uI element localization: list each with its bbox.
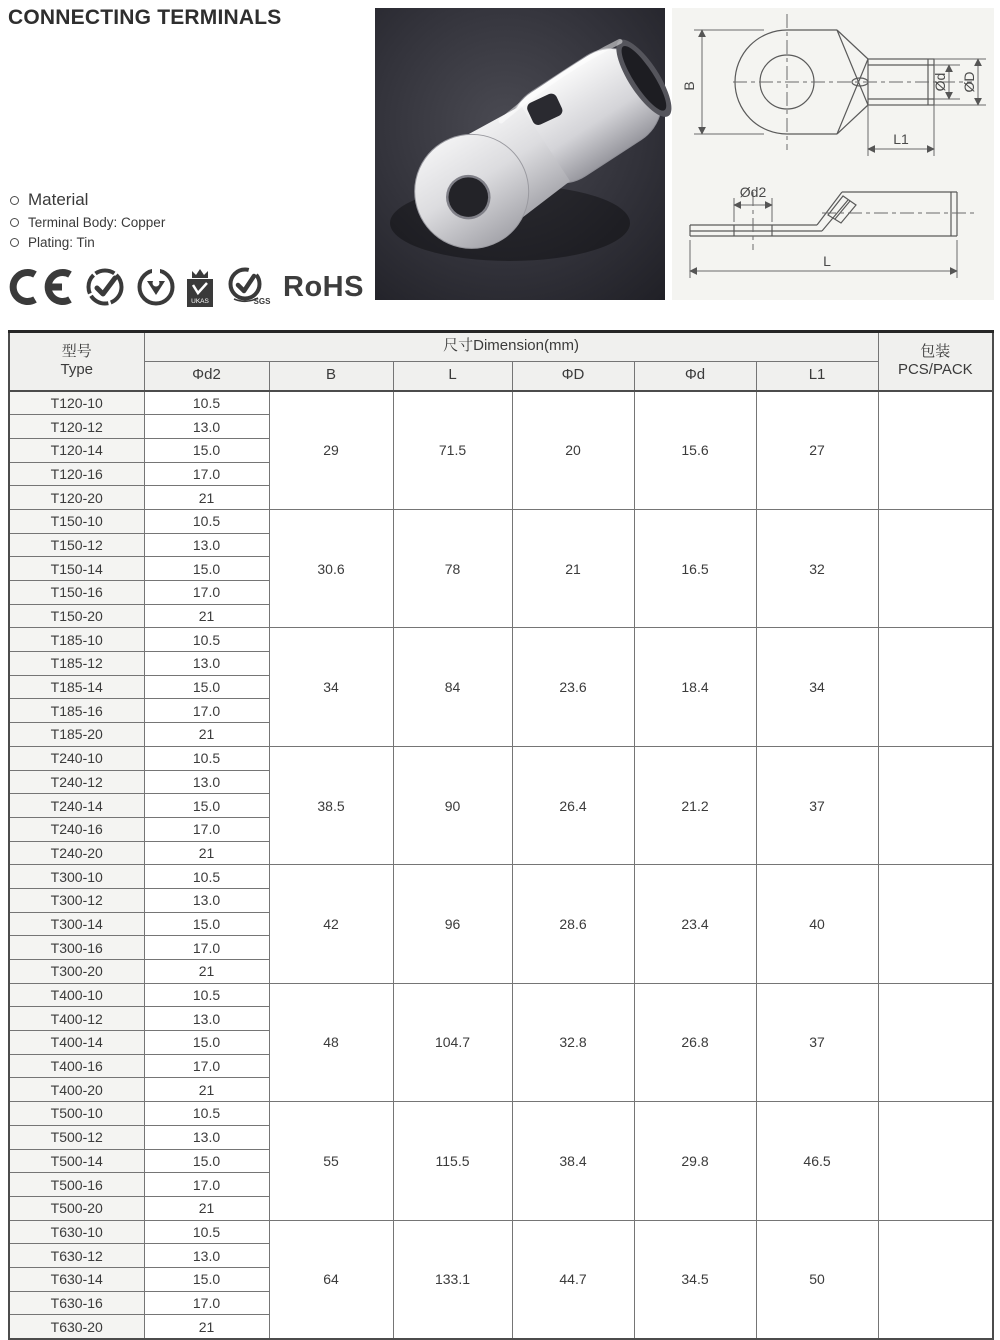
material-item-row: [10, 215, 165, 230]
table-row: [9, 391, 993, 415]
phid-cell: 34.5: [634, 1220, 756, 1339]
L1-cell: 50: [756, 1220, 878, 1339]
type-cell: T630-16: [9, 1291, 144, 1315]
phiD-cell: 28.6: [512, 865, 634, 983]
phid2-cell: 13.0: [144, 770, 269, 794]
phid-cell: 29.8: [634, 1102, 756, 1220]
phid2-cell: 21: [144, 1196, 269, 1220]
L-cell: 84: [393, 628, 512, 746]
dim-label-L1: L1: [893, 131, 909, 147]
type-cell: T400-14: [9, 1031, 144, 1055]
phid2-cell: 15.0: [144, 1267, 269, 1291]
phid-cell: 18.4: [634, 628, 756, 746]
B-cell: 55: [269, 1102, 393, 1220]
dim-label-oD: ØD: [961, 71, 977, 93]
table-row: [9, 1102, 993, 1126]
L1-cell: 32: [756, 509, 878, 627]
ukas-logo: [187, 268, 213, 307]
type-cell: T150-10: [9, 509, 144, 533]
phid2-cell: 17.0: [144, 1291, 269, 1315]
header-L: L: [393, 361, 512, 391]
drawing-top-view: [672, 8, 994, 166]
material-heading-row: [10, 190, 165, 210]
type-cell: T240-16: [9, 817, 144, 841]
L-cell: 78: [393, 509, 512, 627]
material-item-body: Terminal Body: Copper: [28, 215, 166, 230]
type-cell: T240-20: [9, 841, 144, 865]
B-cell: 64: [269, 1220, 393, 1339]
type-cell: T630-12: [9, 1244, 144, 1268]
type-cell: T185-12: [9, 652, 144, 676]
header-dimension: 尺寸Dimension(mm): [144, 332, 878, 362]
header-type-en: Type: [60, 361, 94, 379]
phid2-cell: 10.5: [144, 509, 269, 533]
page-title: CONNECTING TERMINALS: [8, 6, 282, 29]
weee-check-icon: [85, 267, 125, 307]
header-phid: Φd: [634, 361, 756, 391]
L-cell: 133.1: [393, 1220, 512, 1339]
pack-cell: [878, 1220, 993, 1339]
phid2-cell: 21: [144, 1315, 269, 1339]
table-row: [9, 1220, 993, 1244]
L-cell: 96: [393, 865, 512, 983]
ce-mark-icon: [8, 268, 74, 306]
B-cell: 38.5: [269, 746, 393, 864]
phid2-cell: 15.0: [144, 1031, 269, 1055]
phid2-cell: 17.0: [144, 936, 269, 960]
L-cell: 104.7: [393, 983, 512, 1101]
header-L1: L1: [756, 361, 878, 391]
phid2-cell: 10.5: [144, 746, 269, 770]
phid2-cell: 21: [144, 841, 269, 865]
iso-quality-icon: [136, 267, 176, 307]
dim-label-L: L: [823, 253, 831, 269]
rohs-label: RoHS: [283, 270, 364, 303]
B-cell: 48: [269, 983, 393, 1101]
phid2-cell: 15.0: [144, 912, 269, 936]
phid2-cell: 13.0: [144, 1007, 269, 1031]
type-cell: T185-16: [9, 699, 144, 723]
ukas-box-icon: [187, 279, 213, 307]
type-cell: T240-14: [9, 794, 144, 818]
B-cell: 30.6: [269, 509, 393, 627]
L1-cell: 37: [756, 983, 878, 1101]
type-cell: T120-14: [9, 438, 144, 462]
phid2-cell: 10.5: [144, 983, 269, 1007]
type-cell: T240-12: [9, 770, 144, 794]
L1-cell: 34: [756, 628, 878, 746]
type-cell: T630-20: [9, 1315, 144, 1339]
type-cell: T150-16: [9, 581, 144, 605]
phid2-cell: 10.5: [144, 1102, 269, 1126]
phiD-cell: 21: [512, 509, 634, 627]
L1-cell: 40: [756, 865, 878, 983]
drawing-side-view: [672, 170, 994, 300]
type-cell: T630-10: [9, 1220, 144, 1244]
header-B: B: [269, 361, 393, 391]
type-cell: T150-20: [9, 604, 144, 628]
technical-drawing-panel: [672, 8, 994, 300]
pack-cell: [878, 628, 993, 746]
phid2-cell: 13.0: [144, 888, 269, 912]
type-cell: T500-12: [9, 1125, 144, 1149]
terminal-lug-photo-icon: [375, 8, 665, 300]
product-photo: [375, 8, 665, 300]
type-cell: T150-12: [9, 533, 144, 557]
header-pack-en: PCS/PACK: [897, 361, 973, 379]
header-pack-cn: 包装: [920, 342, 951, 360]
sgs-check-icon: [224, 266, 272, 308]
phid2-cell: 10.5: [144, 1220, 269, 1244]
phid2-cell: 17.0: [144, 699, 269, 723]
crown-icon: [190, 268, 210, 279]
header-phid2: Φd2: [144, 361, 269, 391]
table-row: [9, 865, 993, 889]
phid-cell: 15.6: [634, 391, 756, 510]
type-cell: T500-14: [9, 1149, 144, 1173]
spec-table: [8, 330, 994, 1340]
spec-table-header: [9, 332, 993, 391]
phid-cell: 21.2: [634, 746, 756, 864]
L-cell: 90: [393, 746, 512, 864]
phid2-cell: 15.0: [144, 675, 269, 699]
type-cell: T120-20: [9, 486, 144, 510]
phid2-cell: 13.0: [144, 1125, 269, 1149]
phid2-cell: 21: [144, 960, 269, 984]
sgs-label: SGS: [253, 297, 271, 306]
phiD-cell: 23.6: [512, 628, 634, 746]
L1-cell: 27: [756, 391, 878, 510]
phiD-cell: 26.4: [512, 746, 634, 864]
type-cell: T300-10: [9, 865, 144, 889]
type-cell: T120-10: [9, 391, 144, 415]
header-pack: [878, 332, 993, 391]
type-cell: T500-16: [9, 1173, 144, 1197]
L1-cell: 37: [756, 746, 878, 864]
type-cell: T400-16: [9, 1054, 144, 1078]
type-cell: T120-12: [9, 415, 144, 439]
phid2-cell: 21: [144, 1078, 269, 1102]
phiD-cell: 20: [512, 391, 634, 510]
B-cell: 29: [269, 391, 393, 510]
phiD-cell: 32.8: [512, 983, 634, 1101]
phid2-cell: 15.0: [144, 438, 269, 462]
phid2-cell: 13.0: [144, 533, 269, 557]
type-cell: T300-16: [9, 936, 144, 960]
type-cell: T300-14: [9, 912, 144, 936]
type-cell: T240-10: [9, 746, 144, 770]
type-cell: T400-10: [9, 983, 144, 1007]
table-row: [9, 509, 993, 533]
header-phiD: ΦD: [512, 361, 634, 391]
type-cell: T150-14: [9, 557, 144, 581]
phid2-cell: 21: [144, 723, 269, 747]
type-cell: T630-14: [9, 1267, 144, 1291]
table-row: [9, 746, 993, 770]
phid2-cell: 17.0: [144, 581, 269, 605]
material-section: [10, 190, 165, 255]
phid2-cell: 15.0: [144, 1149, 269, 1173]
phid2-cell: 21: [144, 604, 269, 628]
material-heading: Material: [28, 190, 89, 209]
phiD-cell: 44.7: [512, 1220, 634, 1339]
phid2-cell: 13.0: [144, 415, 269, 439]
phid2-cell: 21: [144, 486, 269, 510]
phid2-cell: 13.0: [144, 652, 269, 676]
dim-label-od: Ød: [932, 72, 948, 92]
type-cell: T400-20: [9, 1078, 144, 1102]
phid2-cell: 10.5: [144, 865, 269, 889]
material-item-row: [10, 235, 165, 250]
phid2-cell: 17.0: [144, 1054, 269, 1078]
L-cell: 71.5: [393, 391, 512, 510]
phiD-cell: 38.4: [512, 1102, 634, 1220]
type-cell: T300-12: [9, 888, 144, 912]
bullet-icon: [10, 218, 19, 227]
bullet-icon: [10, 238, 19, 247]
phid2-cell: 13.0: [144, 1244, 269, 1268]
type-cell: T120-16: [9, 462, 144, 486]
phid2-cell: 10.5: [144, 628, 269, 652]
B-cell: 42: [269, 865, 393, 983]
phid2-cell: 10.5: [144, 391, 269, 415]
pack-cell: [878, 746, 993, 864]
pack-cell: [878, 983, 993, 1101]
phid-cell: 16.5: [634, 509, 756, 627]
phid2-cell: 15.0: [144, 557, 269, 581]
phid2-cell: 15.0: [144, 794, 269, 818]
table-row: [9, 628, 993, 652]
header-type-cn: 型号: [61, 342, 92, 360]
header-type: [9, 332, 144, 391]
table-row: [9, 983, 993, 1007]
certification-logos: [8, 266, 364, 308]
type-cell: T300-20: [9, 960, 144, 984]
L1-cell: 46.5: [756, 1102, 878, 1220]
pack-cell: [878, 509, 993, 627]
ukas-label: UKAS: [191, 297, 209, 305]
type-cell: T500-10: [9, 1102, 144, 1126]
type-cell: T500-20: [9, 1196, 144, 1220]
B-cell: 34: [269, 628, 393, 746]
phid-cell: 23.4: [634, 865, 756, 983]
L-cell: 115.5: [393, 1102, 512, 1220]
phid-cell: 26.8: [634, 983, 756, 1101]
pack-cell: [878, 865, 993, 983]
pack-cell: [878, 1102, 993, 1220]
dim-label-od2: Ød2: [739, 184, 767, 200]
phid2-cell: 17.0: [144, 462, 269, 486]
pack-cell: [878, 391, 993, 510]
type-cell: T400-12: [9, 1007, 144, 1031]
type-cell: T185-10: [9, 628, 144, 652]
type-cell: T185-14: [9, 675, 144, 699]
bullet-icon: [10, 196, 19, 205]
phid2-cell: 17.0: [144, 1173, 269, 1197]
table-body: [9, 391, 993, 1340]
phid2-cell: 17.0: [144, 817, 269, 841]
type-cell: T185-20: [9, 723, 144, 747]
dim-label-B: B: [681, 81, 697, 91]
material-item-plating: Plating: Tin: [28, 235, 95, 250]
